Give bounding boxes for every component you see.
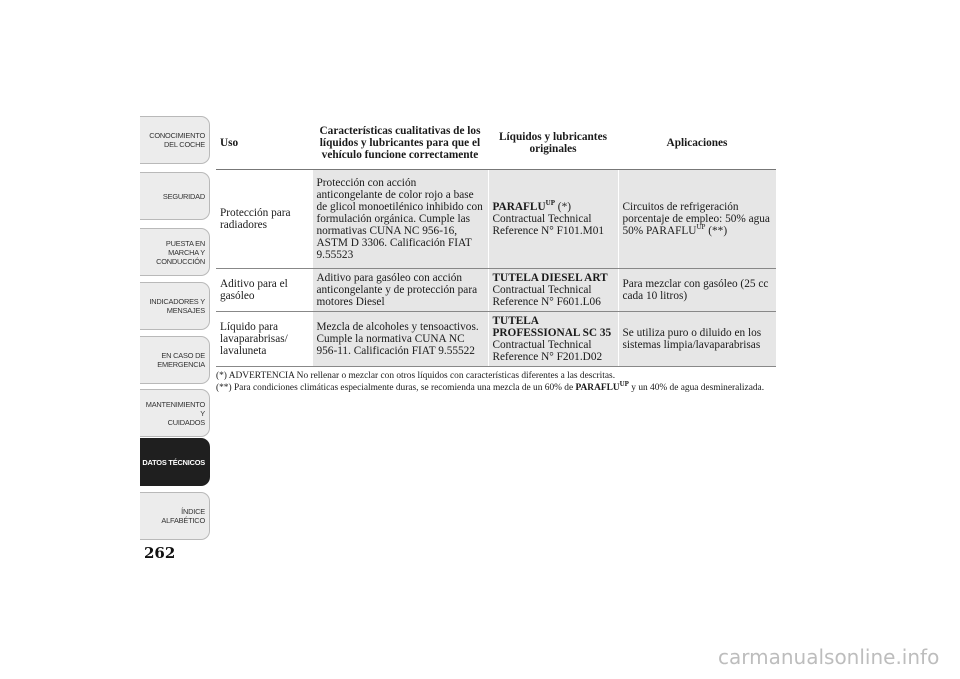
nav-tab-line: EMERGENCIA (157, 360, 205, 369)
cell-caracteristicas: Mezcla de alcoholes y tensoactivos. Cumple la normativa CUNA NC 956-11. Calificación FIAT 9.55522 (312, 312, 488, 367)
header-liquidos: Líquidos y lubricantes originales (488, 117, 618, 170)
nav-tab-line: DATOS TÉCNICOS (142, 457, 205, 467)
nav-tab-label (140, 400, 205, 427)
cell-liquido (488, 170, 618, 269)
nav-tab-line: CONDUCCIÓN (156, 256, 205, 266)
cell-uso: Aditivo para el gasóleo (216, 269, 312, 312)
fluids-table (216, 117, 776, 367)
cell-caracteristicas: Protección con acción anticongelante de color rojo a base de glicol monoetilénico inhibido con formulación orgánica. Cumple las normativas CUNA NC 956-16, ASTM D 3306. Calificación FIAT 9.55523 (312, 170, 488, 269)
nav-tab-line: MARCHA Y (168, 247, 205, 257)
nav-tab[interactable] (140, 172, 210, 220)
cell-liquido (488, 269, 618, 312)
cell-aplicaciones: Para mezclar con gasóleo (25 cc cada 10 litros) (618, 269, 776, 312)
liquido-name: TUTELA PROFESSIONAL SC 35 (492, 315, 612, 339)
liquido-ref: Contractual Technical Reference N° F201.D02 (492, 339, 603, 363)
footnote-1: (*) ADVERTENCIA No rellenar o mezclar con otros líquidos con características diferentes a las descritas. (216, 371, 616, 381)
cell-liquido (488, 312, 618, 367)
nav-tab-line: CUIDADOS (167, 417, 205, 427)
nav-tab-line: MENSAJES (166, 306, 205, 315)
nav-tab[interactable] (140, 438, 210, 486)
nav-tab-line: PUESTA EN (165, 238, 205, 248)
nav-tab-line: CONOCIMIENTO (149, 131, 205, 140)
table-row (216, 170, 776, 269)
nav-tab-line: DEL COCHE (163, 140, 205, 149)
header-aplicaciones: Aplicaciones (618, 117, 776, 170)
header-uso: Uso (216, 117, 312, 170)
liquido-ref: Contractual Technical Reference N° F101.M01 (492, 213, 604, 237)
aplicaciones-suffix: (**) (705, 225, 728, 237)
footnote-2-brand: PARAFLU (575, 383, 620, 393)
cell-aplicaciones: Se utiliza puro o diluido en los sistemas limpia/lavaparabrisas (618, 312, 776, 367)
nav-tab[interactable] (140, 389, 210, 437)
table-row (216, 312, 776, 367)
header-caracteristicas: Características cualitativas de los líquidos y lubricantes para que el vehículo funcione correctamente (312, 117, 488, 170)
liquido-ref: Contractual Technical Reference N° F601.L06 (492, 284, 601, 308)
nav-tab-line: SEGURIDAD (162, 191, 205, 201)
nav-tab-label (163, 192, 205, 201)
nav-tab-line: MANTENIMIENTO Y (145, 399, 205, 418)
footnote-2-sup: UP (619, 379, 629, 388)
nav-tab-label (149, 297, 205, 315)
aplicaciones-main: Circuitos de refrigeración porcentaje de empleo: 50% agua 50% PARAFLU (622, 201, 770, 237)
nav-tab[interactable] (140, 492, 210, 540)
liquido-suffix: (*) (554, 201, 571, 213)
liquido-sup: UP (545, 199, 555, 208)
nav-tab-line: INDICADORES Y (149, 297, 205, 306)
nav-tab[interactable] (140, 282, 210, 330)
liquido-name: TUTELA DIESEL ART (492, 272, 608, 284)
nav-tab-line: ÍNDICE (181, 507, 205, 516)
table-header-row (216, 117, 776, 170)
cell-aplicaciones (618, 170, 776, 269)
nav-tab-label (161, 507, 205, 525)
nav-tab-line: EN CASO DE (161, 351, 205, 360)
cell-uso: Protección para radiadores (216, 170, 312, 269)
liquido-name: PARAFLU (492, 201, 546, 213)
cell-uso: Líquido para lavaparabrisas/ lavaluneta (216, 312, 312, 367)
nav-tab-line: ALFABÉTICO (161, 516, 205, 525)
footnotes (216, 370, 776, 394)
footnote-2-text: (**) Para condiciones climáticas especialmente duras, se recomienda una mezcla de un 60% de (216, 383, 576, 393)
aplicaciones-sup: UP (696, 223, 706, 232)
footnote-2-suffix: y un 40% de agua desmineralizada. (628, 383, 765, 393)
nav-tab-label (157, 351, 205, 369)
nav-tab-label (149, 131, 205, 149)
page-number: 262 (144, 544, 176, 562)
nav-tab-label (156, 239, 205, 266)
nav-tab[interactable] (140, 116, 210, 164)
table-row (216, 269, 776, 312)
nav-tab[interactable] (140, 336, 210, 384)
cell-caracteristicas: Aditivo para gasóleo con acción anticongelante y de protección para motores Diesel (312, 269, 488, 312)
nav-tab-label (142, 458, 205, 467)
footnote-2 (216, 379, 776, 394)
nav-tab[interactable] (140, 228, 210, 276)
watermark: carmanualsonline.info (718, 645, 940, 669)
